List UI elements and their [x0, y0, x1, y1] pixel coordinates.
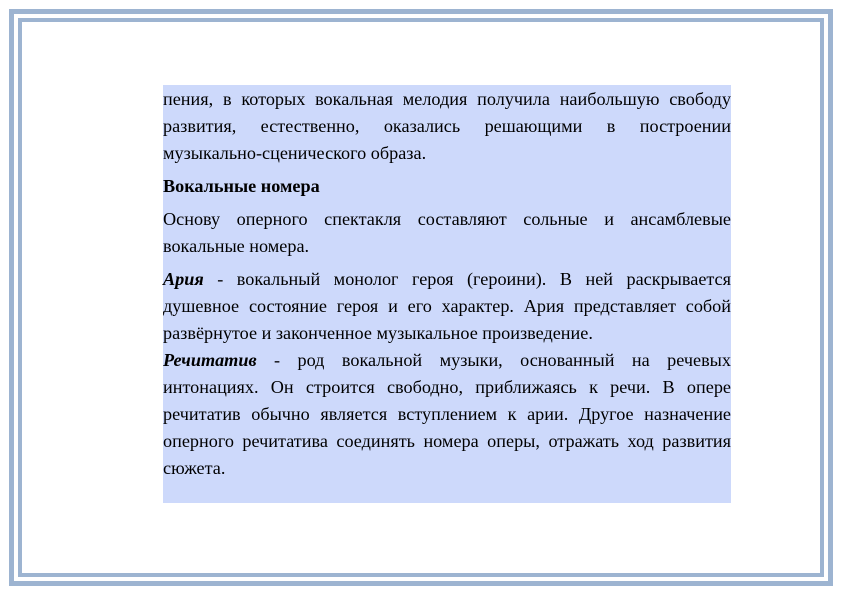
section-heading: Вокальные номера	[163, 176, 320, 196]
aria-term: Ария	[163, 269, 204, 289]
basis-paragraph: Основу оперного спектакля составляют сольные и ансамблевые вокальные номера.	[163, 209, 731, 256]
recitative-paragraph	[163, 347, 731, 482]
aria-paragraph	[163, 266, 731, 347]
aria-definition: - вокальный монолог героя (героини). В ней раскрывается душевное состояние героя и его характер. Ария представляет собой развёрнутое и законченное музыкальное произведение.	[163, 269, 731, 343]
recitative-definition: - род вокальной музыки, основанный на речевых интонациях. Он строится свободно, приближаясь к речи. В опере речитатив обычно является вступлением к арии. Другое назначение оперного речитатива соединять номера оперы, отражать ход развития сюжета.	[163, 350, 731, 478]
text-block	[163, 85, 731, 503]
intro-paragraph: пения, в которых вокальная мелодия получила наибольшую свободу развития, естественно, оказались решающими в построении музыкально-сценического образа.	[163, 89, 731, 163]
recitative-term: Речитатив	[163, 350, 257, 370]
